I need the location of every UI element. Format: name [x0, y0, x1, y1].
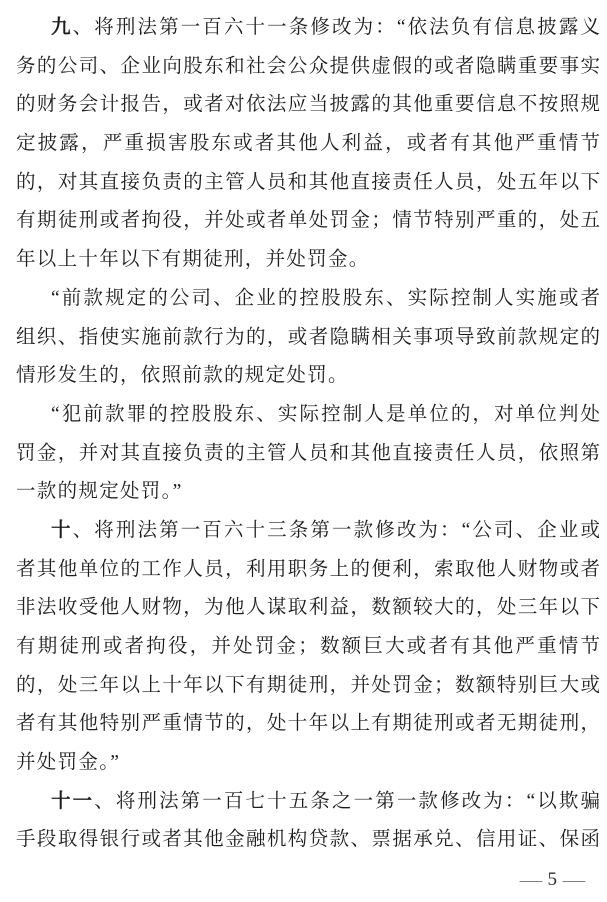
line-text: 有期徒刑或者拘役，并处或者单处罚金；情节特别严重的，处五: [16, 210, 600, 232]
text-line: [16, 241, 600, 280]
paragraph-number: 十一: [51, 790, 95, 812]
text-line: [16, 125, 600, 164]
line-text: 、将刑法第一百六十一条修改为：“依法负有信息披露义: [72, 17, 600, 38]
line-text: 、将刑法第一百六十三条第一款修改为：“公司、企业或: [72, 519, 600, 541]
text-line: [16, 744, 600, 783]
text-line: [16, 86, 600, 125]
text-line: [16, 202, 600, 241]
line-text: “犯前款罪的控股股东、实际控制人是单位的，对单位判处: [51, 403, 600, 425]
text-line: [16, 164, 600, 203]
text-line: [16, 48, 600, 87]
line-text: 定披露，严重损害股东或者其他人利益，或者有其他严重情节: [16, 133, 600, 155]
page-footer: [519, 866, 586, 894]
line-text: 的财务会计报告，或者对依法应当披露的其他重要信息不按照规: [16, 94, 600, 116]
text-line: [16, 512, 600, 551]
line-text: 并处罚金。”: [16, 752, 121, 774]
text-line: [16, 628, 600, 667]
text-line: [16, 783, 600, 822]
document-body: [16, 9, 600, 860]
text-line: [16, 319, 600, 358]
line-text: 有期徒刑或者拘役，并处罚金；数额巨大或者有其他严重情节: [16, 636, 600, 657]
text-line: [16, 280, 600, 319]
line-text: 非法收受他人财物，为他人谋取利益，数额较大的，处三年以下: [16, 597, 600, 619]
footer-dash-left-icon: —: [519, 870, 542, 890]
text-line: [16, 705, 600, 744]
line-text: 年以上十年以下有期徒刑，并处罚金。: [16, 249, 370, 271]
line-text: 罚金，并对其直接负责的主管人员和其他直接责任人员，依照第: [16, 442, 600, 464]
text-line: [16, 667, 600, 706]
line-text: 情形发生的，依照前款的规定处罚。: [16, 365, 349, 387]
line-text: 务的公司、企业向股东和社会公众提供虚假的或者隐瞒重要事实: [16, 55, 600, 77]
text-line: [16, 396, 600, 435]
text-line: [16, 589, 600, 628]
line-text: 者有其他特别严重情节的，处十年以上有期徒刑或者无期徒刑，: [16, 713, 600, 735]
line-text: 一款的规定处罚。”: [16, 481, 183, 503]
page-number: 5: [547, 869, 557, 890]
text-line: [16, 821, 600, 860]
text-line: [16, 435, 600, 474]
footer-dash-right-icon: —: [562, 870, 586, 890]
line-text: 的，处三年以上十年以下有期徒刑，并处罚金；数额特别巨大或: [16, 674, 600, 696]
text-line: [16, 551, 600, 590]
paragraph-number: 九: [51, 17, 73, 38]
line-text: “前款规定的公司、企业的控股股东、实际控制人实施或者: [51, 287, 600, 309]
paragraph-number: 十: [51, 519, 73, 541]
line-text: 手段取得银行或者其他金融机构贷款、票据承兑、信用证、保函: [16, 829, 600, 851]
line-text: 的，对其直接负责的主管人员和其他直接责任人员，处五年以下: [16, 171, 600, 193]
line-text: 者其他单位的工作人员，利用职务上的便利，索取他人财物或者: [16, 558, 600, 580]
text-line: [16, 9, 600, 48]
line-text: 组织、指使实施前款行为的，或者隐瞒相关事项导致前款规定的: [16, 326, 600, 348]
line-text: 、将刑法第一百七十五条之一第一款修改为：“以欺骗: [94, 790, 600, 812]
text-line: [16, 473, 600, 512]
text-line: [16, 357, 600, 396]
